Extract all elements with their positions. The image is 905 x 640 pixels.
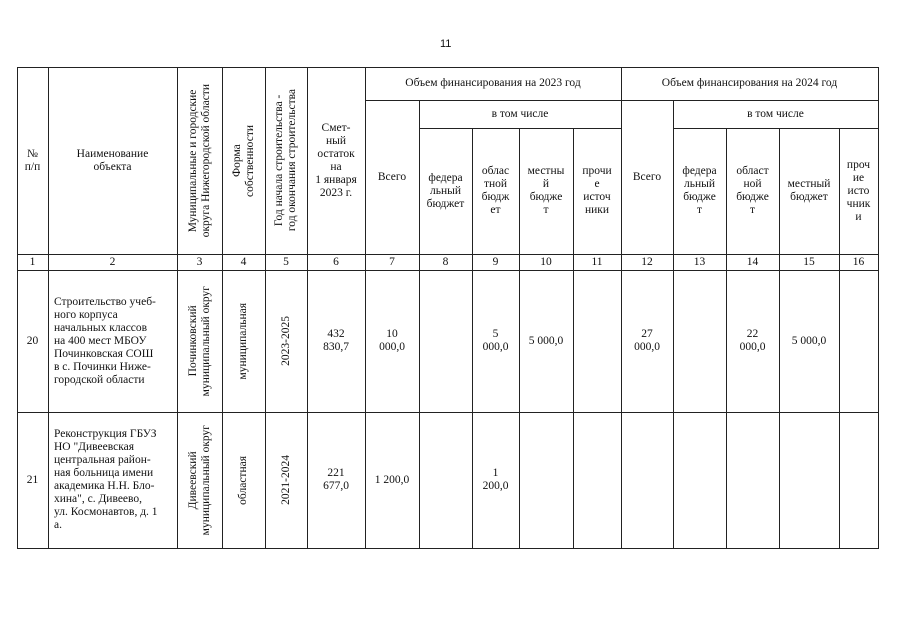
row-20-regional-2023 [472, 270, 519, 412]
header-total-2023-text: Всего [377, 170, 407, 183]
row-21-num-text: 21 [26, 473, 39, 486]
column-number-text: 5 [283, 255, 289, 268]
header-local-2024-text: местный бюджет [787, 178, 831, 203]
header-regional-2024-text: област ной бюдже т [736, 165, 769, 216]
header-fin-2023 [365, 67, 621, 100]
header-other-2024 [839, 128, 878, 254]
row-20-regional-2023-text: 5 000,0 [482, 328, 509, 353]
column-number-text: 7 [389, 255, 395, 268]
row-21-total-2024 [621, 412, 673, 548]
row-20-total-2023 [365, 270, 419, 412]
row-20-municipality [177, 270, 222, 412]
row-21-other-2023 [573, 412, 621, 548]
row-20-municipality-text: Починковский муниципальный округ [186, 285, 212, 397]
column-number [519, 254, 573, 270]
row-20-name-text: Строительство учеб- ного корпуса начальных классов на 400 мест МБОУ Починковская СОШ в с. Починки Ниже- городской области [54, 295, 156, 386]
row-20-ownership-text: муниципальная [237, 302, 249, 380]
row-20-local-2024 [779, 270, 839, 412]
header-federal-2024 [673, 128, 726, 254]
column-number-text: 13 [693, 255, 706, 268]
column-number [365, 254, 419, 270]
header-fin-2024-text: Объем финансирования на 2024 год [661, 77, 838, 89]
column-number [839, 254, 878, 270]
row-21-regional-2023 [472, 412, 519, 548]
row-20-other-2023 [573, 270, 621, 412]
row-20-num-text: 20 [26, 334, 39, 347]
row-20-local-2023 [519, 270, 573, 412]
row-21-regional-2023-text: 1 200,0 [482, 467, 509, 492]
header-regional-2024 [726, 128, 779, 254]
row-21-local-2024 [779, 412, 839, 548]
header-federal-2023-text: федера льный бюджет [426, 171, 465, 210]
row-20-total-2024-text: 27 000,0 [634, 328, 660, 353]
column-number [17, 254, 48, 270]
header-balance [307, 67, 365, 254]
column-number [621, 254, 673, 270]
column-number [265, 254, 307, 270]
header-incl-2024-text: в том числе [747, 107, 804, 120]
row-21-other-2024 [839, 412, 878, 548]
column-number-text: 8 [442, 255, 449, 268]
header-federal-2023 [419, 128, 472, 254]
column-number [726, 254, 779, 270]
row-20-local-2024-text: 5 000,0 [791, 334, 827, 347]
header-incl-2024 [673, 100, 878, 128]
row-20-regional-2024 [726, 270, 779, 412]
column-number [307, 254, 365, 270]
row-20-regional-2024-text: 22 000,0 [739, 328, 766, 353]
row-20-num [17, 270, 48, 412]
header-total-2024-text: Всего [632, 170, 662, 183]
column-number [472, 254, 519, 270]
page-number: 11 [440, 38, 452, 50]
row-21-num [17, 412, 48, 548]
header-other-2023 [573, 128, 621, 254]
row-20-federal-2023 [419, 270, 472, 412]
column-number [222, 254, 265, 270]
column-number [177, 254, 222, 270]
column-number [48, 254, 177, 270]
column-number-text: 9 [492, 255, 499, 268]
row-21-municipality-text: Дивеевский муниципальный округ [186, 424, 212, 536]
header-num-text: № п/п [24, 147, 41, 173]
row-21-local-2023 [519, 412, 573, 548]
row-21-municipality [177, 412, 222, 548]
row-21-regional-2024 [726, 412, 779, 548]
row-21-balance [307, 412, 365, 548]
row-21-name-text: Реконструкция ГБУЗ НО "Дивеевская центральная район- ная больница имени академика Н.Н. Бло- хина", с. Дивеево, ул. Космонавтов, д. 1 а. [54, 428, 158, 531]
column-number [779, 254, 839, 270]
header-ownership-text: Форма собственности [230, 124, 256, 197]
header-name [48, 67, 177, 254]
row-21-years-text: 2021-2024 [279, 455, 292, 505]
column-number [673, 254, 726, 270]
column-number-text: 4 [240, 255, 247, 268]
header-local-2023-text: местны й бюдже т [527, 165, 565, 216]
row-21-federal-2024 [673, 412, 726, 548]
row-20-years-text: 2023-2025 [279, 316, 292, 366]
row-20-name [48, 270, 177, 412]
column-number-text: 11 [591, 255, 603, 268]
row-21-years [265, 412, 307, 548]
header-name-text: Наименование объекта [76, 147, 149, 173]
header-municipality [177, 67, 222, 254]
row-21-ownership-text: областная [237, 455, 249, 505]
row-21-ownership [222, 412, 265, 548]
row-20-other-2024 [839, 270, 878, 412]
row-21-federal-2023 [419, 412, 472, 548]
header-local-2024 [779, 128, 839, 254]
column-number-text: 14 [746, 255, 759, 268]
row-20-years [265, 270, 307, 412]
header-regional-2023-text: облас тной бюдж ет [481, 165, 510, 216]
header-municipality-text: Муниципальные и городские округа Нижегородской области [186, 83, 212, 238]
column-number-text: 16 [852, 255, 865, 268]
row-20-federal-2024 [673, 270, 726, 412]
header-local-2023 [519, 128, 573, 254]
header-incl-2023 [419, 100, 621, 128]
header-ownership [222, 67, 265, 254]
header-total-2023 [365, 100, 419, 254]
row-21-balance-text: 221 677,0 [323, 467, 349, 492]
header-regional-2023 [472, 128, 519, 254]
header-fin-2023-text: Объем финансирования на 2023 год [405, 77, 581, 89]
row-21-name [48, 412, 177, 548]
row-20-balance [307, 270, 365, 412]
row-21-total-2023-text: 1 200,0 [374, 473, 410, 486]
header-years [265, 67, 307, 254]
column-number-text: 12 [641, 255, 653, 268]
row-20-local-2023-text: 5 000,0 [528, 334, 564, 347]
header-num [17, 67, 48, 254]
header-balance-text: Смет- ный остаток на 1 января 2023 г. [315, 121, 357, 199]
header-total-2024 [621, 100, 673, 254]
row-21-total-2023 [365, 412, 419, 548]
header-fin-2024 [621, 67, 878, 100]
header-years-text: Год начала строительства - год окончания строительства [273, 89, 298, 232]
row-20-balance-text: 432 830,7 [323, 328, 349, 353]
row-20-ownership [222, 270, 265, 412]
column-number-text: 10 [540, 255, 552, 268]
header-incl-2023-text: в том числе [491, 107, 549, 120]
header-other-2024-text: проч ие исто чник и [846, 158, 871, 223]
header-other-2023-text: прочи е источ ники [582, 165, 612, 216]
column-number-text: 15 [803, 255, 815, 268]
row-20-total-2023-text: 10 000,0 [379, 328, 405, 353]
column-number-text: 6 [333, 255, 339, 268]
header-federal-2024-text: федера льный бюдже т [682, 165, 717, 216]
row-20-total-2024 [621, 270, 673, 412]
column-number-text: 2 [109, 255, 116, 268]
column-number [573, 254, 621, 270]
column-number-text: 3 [196, 255, 203, 268]
column-number [419, 254, 472, 270]
column-number-text: 1 [29, 255, 36, 268]
